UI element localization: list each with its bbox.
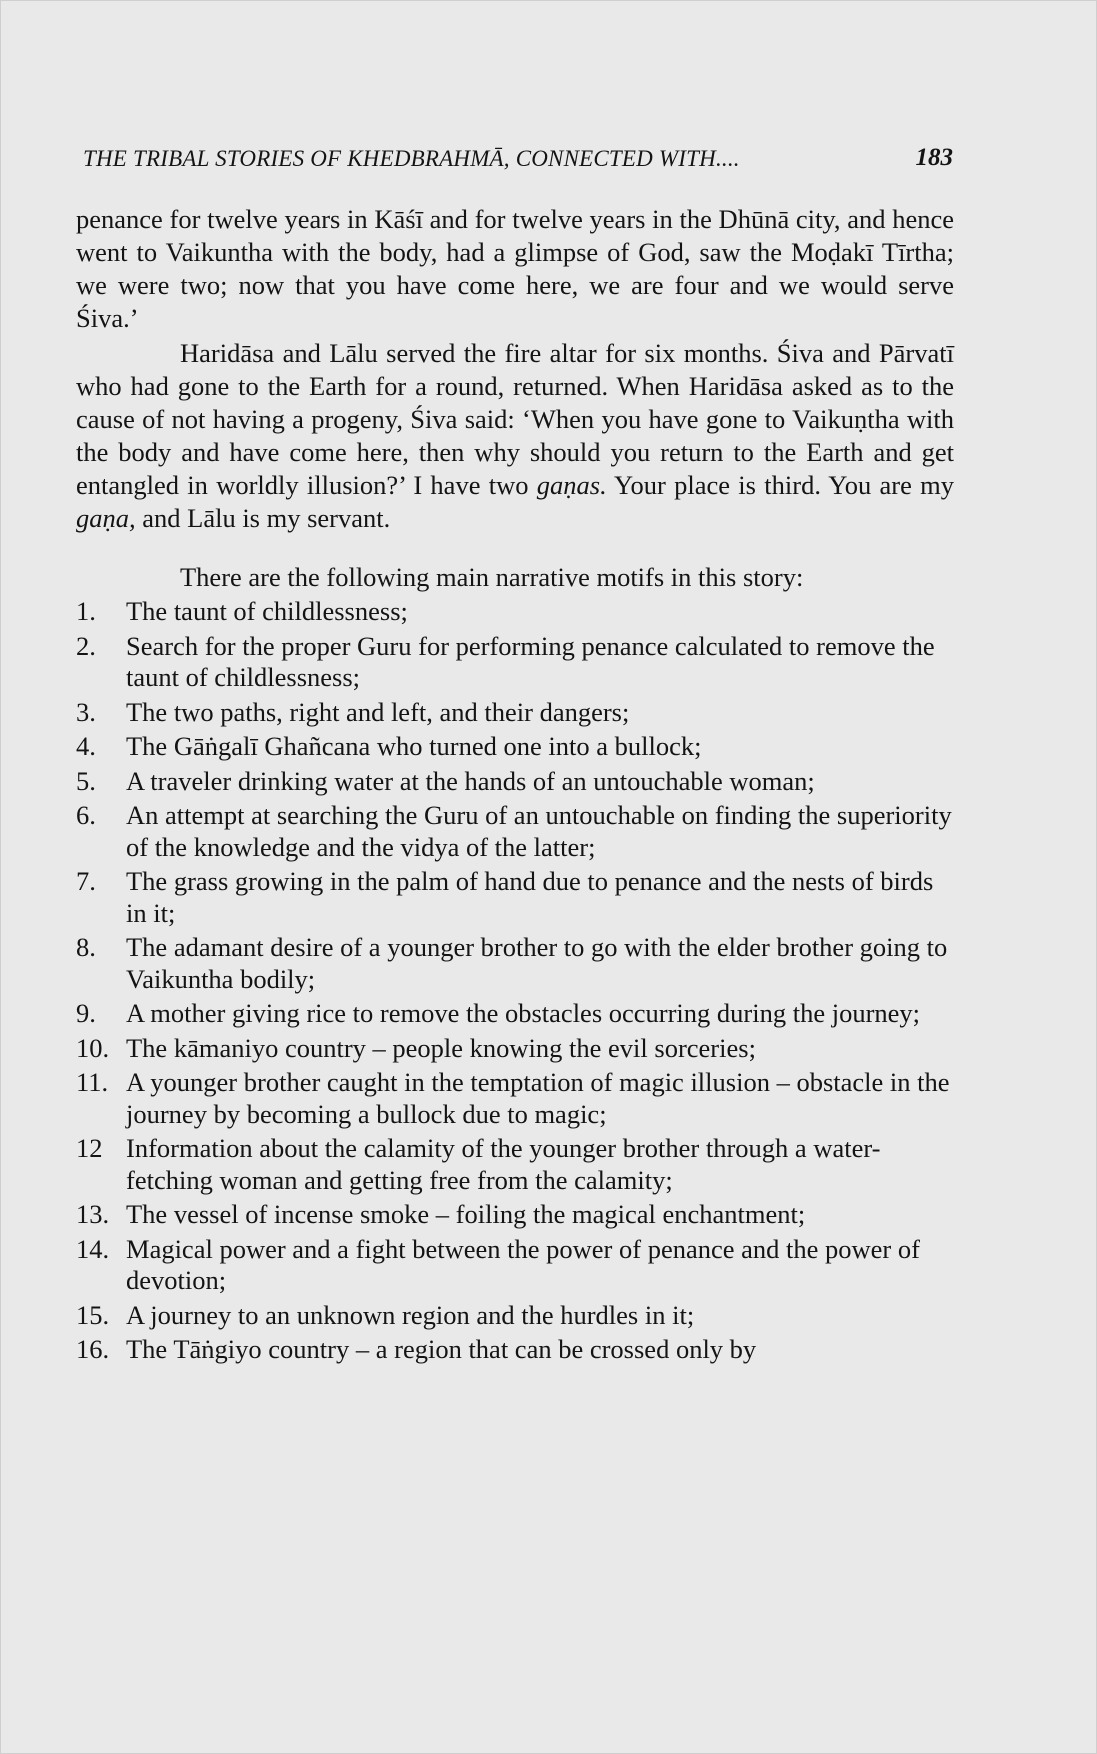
page-number: 183 xyxy=(915,144,953,171)
list-item xyxy=(76,866,954,929)
list-item xyxy=(76,766,954,798)
list-text: A mother giving rice to remove the obstacles occurring during the journey; xyxy=(126,998,921,1028)
paragraph-motifs-intro: There are the following main narrative motifs in this story: xyxy=(180,562,804,592)
list-text: The Tāṅgiyo country – a region that can be crossed only by xyxy=(126,1334,757,1364)
paragraph-haridasa xyxy=(76,337,954,535)
list-item xyxy=(76,731,954,763)
list-number: 14. xyxy=(76,1233,110,1264)
list-text: Magical power and a fight between the power of penance and the power of devotion; xyxy=(126,1233,920,1295)
list-text: An attempt at searching the Guru of an untouchable on finding the superiority of the knowledge and the vidya of the latter; xyxy=(126,800,952,862)
list-item xyxy=(76,1300,954,1332)
list-item xyxy=(76,932,954,995)
motif-list xyxy=(76,596,954,1366)
list-item xyxy=(76,998,954,1030)
list-number: 12 xyxy=(76,1133,103,1163)
paragraph-text: Your place is third. You are my xyxy=(606,470,954,500)
list-number: 13. xyxy=(76,1199,110,1229)
list-text: The two paths, right and left, and their dangers; xyxy=(126,696,630,727)
list-item xyxy=(76,697,954,729)
list-item xyxy=(76,1334,954,1366)
list-number: 8. xyxy=(76,932,96,962)
list-item xyxy=(76,1234,954,1297)
list-text: The taunt of childlessness; xyxy=(126,596,408,626)
page-header xyxy=(83,140,953,180)
italic-term-gana: gaṇa, xyxy=(76,503,136,533)
paragraph-continuation: penance for twelve years in Kāśī and for twelve years in the Dhūnā city, and hence went to Vaikuntha with the body, had a glimpse of God, saw the Moḍakī Tīrtha; we were two; now that you have come here, we are four and we would serve Śiva.’ xyxy=(76,204,954,333)
list-number: 4. xyxy=(76,731,96,761)
page-body xyxy=(76,203,954,1369)
list-text: The kāmaniyo country – people knowing the evil sorceries; xyxy=(126,1032,756,1063)
list-text: The adamant desire of a younger brother to go with the elder brother going to Vaikuntha bodily; xyxy=(126,932,948,994)
paragraph-text: and Lālu is my servant. xyxy=(135,503,391,533)
list-text: Information about the calamity of the younger brother through a water-fetching woman and getting free from the calamity; xyxy=(126,1133,881,1195)
list-number: 16. xyxy=(76,1334,110,1364)
italic-term-ganas: gaṇas. xyxy=(536,470,607,500)
list-text: A journey to an unknown region and the hurdles in it; xyxy=(126,1299,695,1330)
list-number: 2. xyxy=(76,630,96,661)
list-item xyxy=(76,596,954,628)
list-item xyxy=(76,631,954,694)
list-text: A traveler drinking water at the hands of an untouchable woman; xyxy=(126,765,815,796)
list-number: 7. xyxy=(76,866,96,896)
list-number: 9. xyxy=(76,998,96,1028)
list-text: A younger brother caught in the temptation of magic illusion – obstacle in the journey by becoming a bullock due to magic; xyxy=(126,1067,950,1129)
list-number: 1. xyxy=(76,596,96,626)
list-item xyxy=(76,1133,954,1196)
list-number: 10. xyxy=(76,1032,110,1063)
list-number: 6. xyxy=(76,800,96,830)
list-item xyxy=(76,1067,954,1130)
running-head: THE TRIBAL STORIES OF KHEDBRAHMĀ, CONNECTED WITH.... xyxy=(83,146,740,171)
list-number: 3. xyxy=(76,696,96,727)
list-text: Search for the proper Guru for performing penance calculated to remove the taunt of childlessness; xyxy=(126,630,935,692)
paragraph-text: Haridāsa and Lālu served the fire altar for six months. Śiva and Pārvatī who had gone to the Earth for a round, returned. When Haridāsa asked as to the cause of not having a progeny, Śiva said: ‘When you have gone to Vaikuṇtha with the body and have come here, then why should you return to the Earth and get entangled in worldly illusion?’ I have two xyxy=(76,338,954,500)
list-number: 15. xyxy=(76,1299,110,1330)
list-text: The Gāṅgalī Ghañcana who turned one into a bullock; xyxy=(126,731,702,761)
list-item xyxy=(76,1199,954,1231)
list-number: 5. xyxy=(76,765,96,796)
list-item xyxy=(76,800,954,863)
list-item xyxy=(76,1033,954,1065)
list-number: 11. xyxy=(76,1067,109,1097)
list-text: The grass growing in the palm of hand due to penance and the nests of birds in it; xyxy=(126,866,934,928)
list-text: The vessel of incense smoke – foiling the magical enchantment; xyxy=(126,1199,806,1229)
